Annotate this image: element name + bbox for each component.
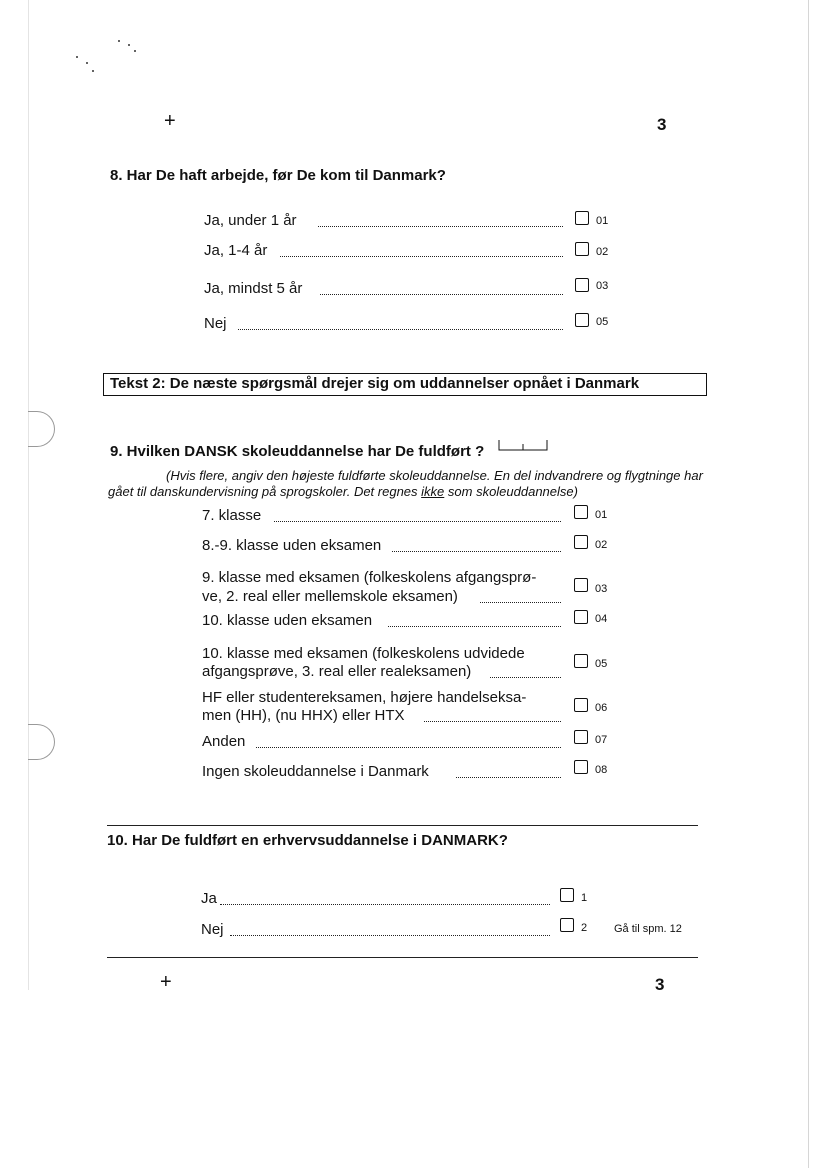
dot-leader	[280, 256, 563, 257]
q9-option-label-cont: afgangsprøve, 3. real eller realeksamen)	[202, 663, 472, 680]
dot-leader	[388, 626, 561, 627]
skip-instruction: Gå til spm. 12	[614, 923, 682, 935]
answer-code: 1	[581, 892, 588, 904]
checkbox-q9-08[interactable]	[574, 760, 588, 774]
q9-option-label-cont: men (HH), (nu HHX) eller HTX	[202, 707, 405, 724]
dot-leader	[238, 329, 563, 330]
checkbox-q8-02[interactable]	[575, 242, 589, 256]
q9-note-line1: (Hvis flere, angiv den højeste fuldførte skoleuddannelse. En del indvandrere og flygtninge har	[166, 468, 703, 483]
dot-leader	[456, 777, 561, 778]
q8-option-label: Ja, 1-4 år	[204, 242, 268, 259]
code-field-marks	[497, 438, 549, 454]
checkbox-q9-05[interactable]	[574, 654, 588, 668]
punch-hole	[28, 411, 55, 447]
checkbox-q9-01[interactable]	[574, 505, 588, 519]
dot-leader	[318, 226, 563, 227]
q8-option-label: Nej	[204, 315, 227, 332]
answer-code: 07	[595, 734, 608, 746]
answer-code: 2	[581, 922, 588, 934]
banner-text: Tekst 2: De næste spørgsmål drejer sig om uddannelser opnået i Danmark	[110, 375, 640, 392]
answer-code: 02	[595, 539, 608, 551]
q9-note-line2: gået til danskundervisning på sprogskoler. Det regnes ikke som skoleuddannelse)	[108, 484, 578, 499]
checkbox-q8-05[interactable]	[575, 313, 589, 327]
dot-leader	[480, 602, 561, 603]
dot-leader	[424, 721, 561, 722]
answer-code: 03	[596, 280, 609, 292]
answer-code: 01	[595, 509, 608, 521]
q8-option-label: Ja, under 1 år	[204, 212, 297, 229]
question-10-title: 10. Har De fuldført en erhvervsuddannelse i DANMARK?	[107, 832, 508, 849]
q9-option-label: 8.-9. klasse uden eksamen	[202, 537, 382, 554]
q10-option-label: Ja	[201, 890, 217, 907]
scan-speck	[76, 56, 78, 58]
checkbox-q8-01[interactable]	[575, 211, 589, 225]
q9-option-label: HF eller studentereksamen, højere handelseksa-	[202, 689, 527, 706]
dot-leader	[320, 294, 563, 295]
checkbox-q8-03[interactable]	[575, 278, 589, 292]
punch-hole	[28, 724, 55, 760]
dot-leader	[490, 677, 561, 678]
scan-speck	[134, 50, 136, 52]
scan-speck	[118, 40, 120, 42]
scan-speck	[128, 44, 130, 46]
answer-code: 02	[596, 246, 609, 258]
emphasis-ikke: ikke	[421, 484, 445, 499]
answer-code: 08	[595, 764, 608, 776]
registration-mark: +	[164, 110, 176, 132]
q9-option-label: Anden	[202, 733, 246, 750]
dot-leader	[220, 904, 550, 905]
question-8-title: 8. Har De haft arbejde, før De kom til Danmark?	[110, 167, 446, 184]
dot-leader	[230, 935, 550, 936]
q9-option-label: 10. klasse uden eksamen	[202, 612, 373, 629]
answer-code: 05	[596, 316, 609, 328]
q9-option-label: 7. klasse	[202, 507, 262, 524]
checkbox-q9-06[interactable]	[574, 698, 588, 712]
checkbox-q10-2[interactable]	[560, 918, 574, 932]
registration-mark: +	[160, 971, 172, 993]
dot-leader	[274, 521, 561, 522]
scan-speck	[92, 70, 94, 72]
q8-option-label: Ja, mindst 5 år	[204, 280, 303, 297]
checkbox-q9-04[interactable]	[574, 610, 588, 624]
section-divider	[107, 957, 698, 958]
checkbox-q9-07[interactable]	[574, 730, 588, 744]
page-edge-line-left	[28, 0, 29, 990]
checkbox-q10-1[interactable]	[560, 888, 574, 902]
section-banner	[103, 373, 707, 396]
answer-code: 01	[596, 215, 609, 227]
page-edge-line	[808, 0, 809, 1168]
question-9-title: 9. Hvilken DANSK skoleuddannelse har De fuldført ?	[110, 443, 485, 460]
page-number: 3	[655, 975, 665, 994]
section-divider	[107, 825, 698, 826]
dot-leader	[392, 551, 561, 552]
page-number: 3	[657, 115, 667, 134]
answer-code: 05	[595, 658, 608, 670]
q9-option-label: 9. klasse med eksamen (folkeskolens afgangsprø-	[202, 569, 537, 586]
checkbox-q9-02[interactable]	[574, 535, 588, 549]
q9-option-label: 10. klasse med eksamen (folkeskolens udvidede	[202, 645, 525, 662]
q10-option-label: Nej	[201, 921, 224, 938]
q9-option-label-cont: ve, 2. real eller mellemskole eksamen)	[202, 588, 458, 605]
scan-speck	[86, 62, 88, 64]
answer-code: 06	[595, 702, 608, 714]
q9-option-label: Ingen skoleuddannelse i Danmark	[202, 763, 429, 780]
answer-code: 04	[595, 613, 608, 625]
checkbox-q9-03[interactable]	[574, 578, 588, 592]
answer-code: 03	[595, 583, 608, 595]
dot-leader	[256, 747, 561, 748]
